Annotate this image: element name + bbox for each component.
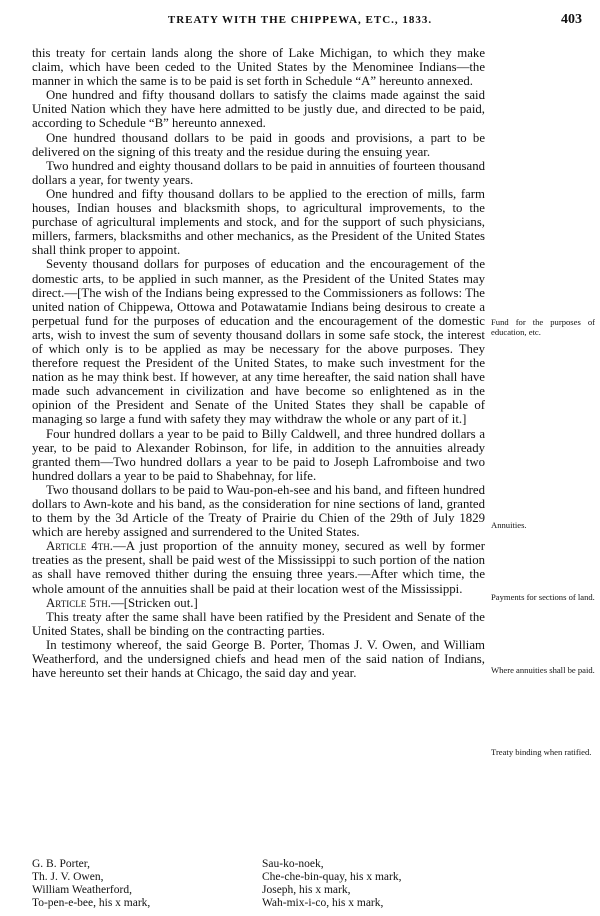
signature-block — [32, 858, 572, 914]
margin-note-annuity-location: Where annuities shall be paid. — [491, 665, 595, 675]
article-4-text: —A just proportion of the annuity money, secured as well by former treaties as the present, shall be paid west of the Mississippi to such portion of the nation as shall have removed thither during the ensuing three years.—After which time, the whole amount of the annuities shall be paid at their location west of the Mississippi. — [32, 539, 485, 596]
paragraph: One hundred and fifty thousand dollars to satisfy the claims made against the said United Nation which they have here admitted to be justly due, and directed to be paid, according to Schedule “B” hereunto annexed. — [32, 88, 485, 131]
article-5-label: Article 5th. — [46, 595, 111, 610]
margin-note-education-fund: Fund for the purposes of education, etc. — [491, 317, 595, 337]
signature-column-right — [262, 858, 401, 910]
signature-line: Wah-mix-i-co, his x mark, — [262, 897, 384, 909]
signature-line: G. B. Porter, — [32, 858, 90, 870]
signature-line: Joseph, his x mark, — [262, 884, 351, 896]
page-number: 403 — [561, 12, 582, 27]
paragraph: One hundred thousand dollars to be paid in goods and provisions, a part to be delivered on the signing of this treaty and the residue during the ensuing year. — [32, 130, 485, 159]
paragraph-education-fund: Seventy thousand dollars for purposes of education and the encouragement of the domestic arts, to be applied in such manner, as the President of the United States may direct.—[The wish of the Indians being expressed to the Commissioners as follows: The united nation of Chippewa, Ottowa and Potawatamie Indians being desirous to create a perpetual fund for the purposes of education and the encouragement of the domestic arts, wish to invest the sum of seventy thousand dollars in some safe stock, the interest of which only is to be applied as may be necessary for the above purposes. They therefore request the President of the United States, to make such investment for the nation as he may think best. If however, at any time hereafter, the said nation shall have made such advancement in civilization and have become so enlightened as in the opinion of the President and Senate of the United States they shall be capable of managing so large a fund with safety they may withdraw the whole or any part of it.] — [32, 257, 485, 427]
treaty-text — [32, 46, 485, 680]
paragraph-land-payments: Two thousand dollars to be paid to Wau-pon-eh-see and his band, and fifteen hundred dollars to Awn-kote and his band, as the consideration for nine sections of land, granted to them by the 3d Article of the Treaty of Prairie du Chien of the 29th of July 1829 which are hereby assigned and surrendered to the United States. — [32, 482, 485, 540]
paragraph: this treaty for certain lands along the shore of Lake Michigan, to which they make claim, which have been ceded to the United States by the Menominee Indians—the manner in which the same is to be paid is set forth in Schedule “A” hereunto annexed. — [32, 46, 485, 89]
margin-note-land-payments: Payments for sections of land. — [491, 592, 595, 602]
article-5 — [32, 596, 485, 610]
signature-line: Che-che-bin-quay, his x mark, — [262, 871, 402, 883]
paragraph: One hundred and fifty thousand dollars to be applied to the erection of mills, farm houses, Indian houses and blacksmith shops, to agricultural improvements, to the purchase of agricultural implements and stock, and for the support of such physicians, millers, farmers, blacksmiths and other mechanics, as the President of the United States shall think proper to appoint. — [32, 186, 485, 258]
running-head: TREATY WITH THE CHIPPEWA, ETC., 1833. — [167, 14, 433, 26]
article-5-text: —[Stricken out.] — [111, 595, 198, 610]
signature-line: Th. J. V. Owen, — [32, 871, 104, 883]
signature-line: To-pen-e-bee, his x mark, — [32, 897, 151, 909]
article-4-label: Article 4th. — [46, 539, 113, 554]
signature-column-left — [32, 858, 150, 910]
paragraph: Two hundred and eighty thousand dollars to be paid in annuities of fourteen thousand dollars a year, for twenty years. — [32, 158, 485, 187]
signature-line: William Weatherford, — [32, 884, 132, 896]
paragraph-testimony: In testimony whereof, the said George B. Porter, Thomas J. V. Owen, and William Weatherford, and the undersigned chiefs and head men of the said nation of Indians, have hereunto set their hands at Chicago, the said day and year. — [32, 637, 485, 681]
paragraph-ratification: This treaty after the same shall have been ratified by the President and Senate of the United States, shall be binding on the contracting parties. — [32, 609, 485, 638]
paragraph-annuities: Four hundred dollars a year to be paid to Billy Caldwell, and three hundred dollars a year, to be paid to Alexander Robinson, for life, in addition to the annuities already granted them—Two hundred dollars a year to be paid to Joseph Lafromboise and two hundred dollars a year to be paid to Shabehnay, for life. — [32, 426, 485, 483]
margin-note-annuities: Annuities. — [491, 520, 527, 530]
article-4 — [32, 539, 485, 595]
page-header — [0, 12, 600, 32]
signature-line: Sau-ko-noek, — [262, 858, 324, 870]
margin-note-treaty-binding: Treaty binding when ratified. — [491, 747, 592, 757]
